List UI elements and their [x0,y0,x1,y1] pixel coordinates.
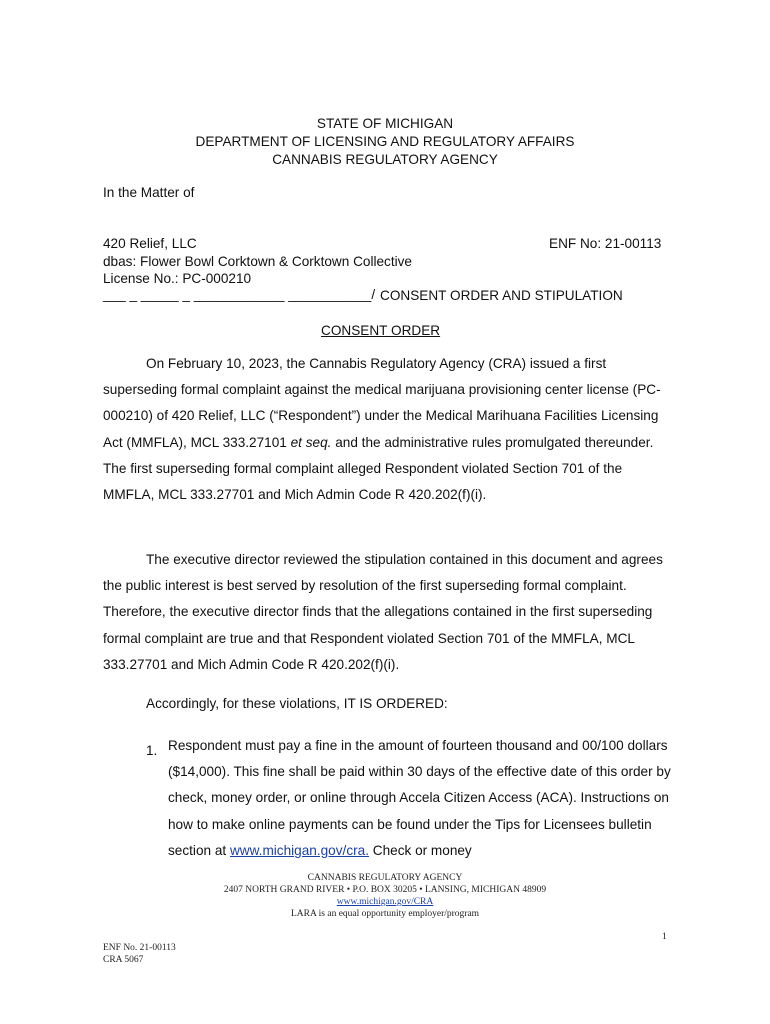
list-item-text: Respondent must pay a fine in the amount of fourteen thousand and 00/100 dollars ($14,000). This fine shall be paid within 30 days of the effective date of this order by check, money order, or online through Accela Citizen Access (ACA). Instructions on how to make online payments can be found under the Tips for Licensees bulletin section at [168,738,671,858]
dba-names: dbas: Flower Bowl Corktown & Corktown Collective [103,254,412,269]
department-heading: DEPARTMENT OF LICENSING AND REGULATORY AFFAIRS [195,134,575,149]
enf-number: ENF No: 21-00113 [549,236,662,251]
agency-heading: CANNABIS REGULATORY AGENCY [272,152,498,167]
footer-agency: CANNABIS REGULATORY AGENCY [307,873,463,883]
document-type: CONSENT ORDER AND STIPULATION [380,288,623,303]
paragraph-ordered: Accordingly, for these violations, IT IS ORDERED: [146,696,448,711]
footer-website-link[interactable]: www.michigan.gov/CRA [336,897,434,907]
paragraph-complaint-part1: On February 10, 2023, the Cannabis Regulatory Agency (CRA) issued a first superseding formal complaint against the medical marijuana provisioning center license (PC-000210) of 420 Relief, LLC (“Respondent”) under the Medical Marihuana Facilities Licensing Act (MMFLA), MCL 333.27101 [103,356,661,450]
in-the-matter-label: In the Matter of [103,185,195,200]
footer-website [0,897,770,908]
footer-eeo: LARA is an equal opportunity employer/program [290,909,480,919]
page-number: 1 [662,932,667,942]
paragraph-complaint-part2: and the administrative rules promulgated thereunder. The first superseding formal complaint alleged Respondent violated Section 701 of the MMFLA, MCL 333.27701 and Mich Admin Code R 420.202(f)(i). [103,434,654,503]
license-number: License No.: PC-000210 [103,271,252,286]
list-item-tail: Check or money [368,842,472,858]
paragraph-complaint [103,351,673,508]
footer-enf-number: ENF No. 21-00113 [103,943,176,953]
footer-form-number: CRA 5067 [103,955,144,965]
section-title: CONSENT ORDER [321,323,441,338]
paragraph-complaint-italic: et seq. [290,434,332,450]
footer-address: 2407 NORTH GRAND RIVER • P.O. BOX 30205 • LANSING, MICHIGAN 48909 [223,885,547,895]
cra-website-link[interactable]: www.michigan.gov/cra. [229,842,369,858]
caption-signature-line: ___ _ _____ _ ____________ ___________/ [103,287,376,302]
state-heading: STATE OF MICHIGAN [316,116,454,131]
respondent-name: 420 Relief, LLC [103,236,197,251]
list-item-number: 1. [146,743,158,758]
paragraph-findings: The executive director reviewed the stipulation contained in this document and agrees the public interest is best served by resolution of the first superseding formal complaint. Therefore, the executive director finds that the allegations contained in the first superseding formal complaint are true and that Respondent violated Section 701 of the MMFLA, MCL 333.27701 and Mich Admin Code R 420.202(f)(i). [103,552,663,672]
list-item [168,733,673,864]
